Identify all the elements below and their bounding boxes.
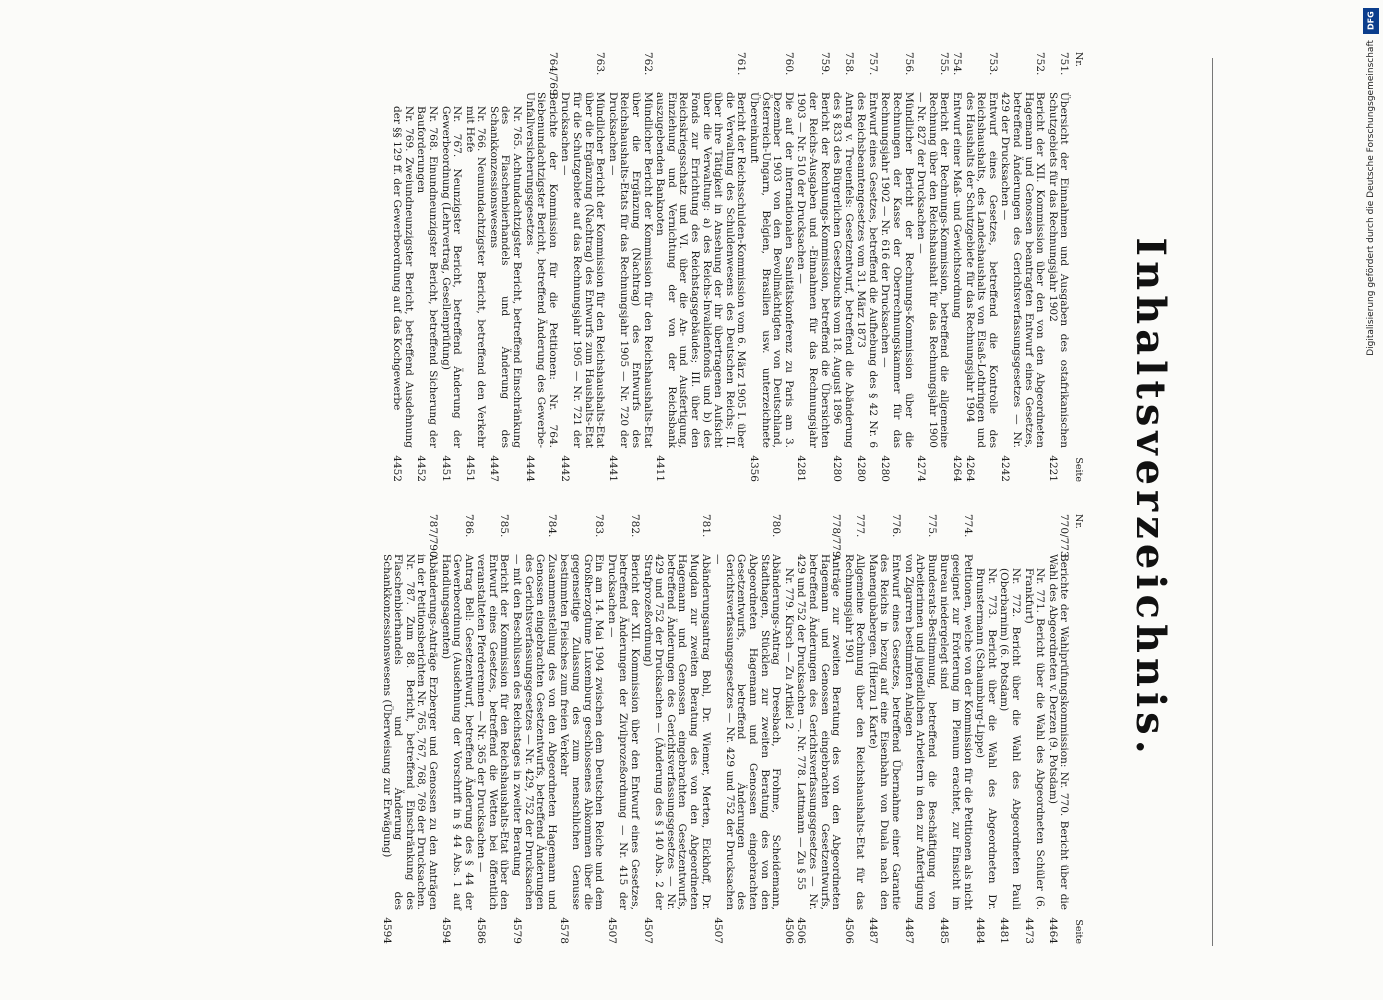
dfg-logo: DFG [1363, 8, 1379, 34]
entry-title: Bundesrats-Bestimmung, betreffend die Beschäftigung von Arbeiterinnen und jugendlichen Arbeitern in den zur Anfertigung von Zigarren bestimmten Anlagen [902, 554, 938, 910]
entry-title: Zusammenstellung des von den Abgeordneten Hagemann und Genossen eingebrachten Gesetzentwurfs, betreffend Änderungen des Gerichtsverfassungsgesetzes — Nr. 429, 752 der Drucksachen — mit den Beschlüssen des Reichstages in zweiter Beratung [511, 554, 558, 910]
entry-title: Abänderungs-Anträge Erzberger und Genossen zu den Anträgen in der Petitionsberichten Nr. 765, 767, 768, 769 der Drucksachen. Nr. 787. Zum 88. Bericht, betreffend Einschränkung des Flaschenbierhandels und Änderung des Schankkonzessionswesens (Überweisung zur Erwägung) [380, 554, 439, 910]
entry-number: 781. [699, 514, 712, 538]
column-divider [1212, 58, 1213, 946]
toc-entry [559, 52, 605, 482]
toc-entry [915, 52, 950, 482]
entry-number: 784. [545, 514, 558, 538]
entry-number [463, 66, 486, 106]
entry-title: Bericht der XII. Kommission über den Entwurf eines Gesetzes, betreffend Änderungen der Zivilprozeßordnung — Nr. 415 der Drucksachen — [605, 554, 642, 910]
toc-entry [523, 52, 558, 482]
toc-entry [654, 52, 747, 482]
entry-page: 4507 [605, 917, 618, 944]
entry-title: Abänderungs-Antrag Dreesbach, Frohme, Scheidemann, Stadthagen, Stücklen zur zweiten Beratung des von den Abgeordneten Hagemann und Genossen eingebrachten Gesetzentwurfs, betreffend Änderungen des Gerichtsverfassungsgesetzes — Nr. 429 und 752 der Drucksachen — [712, 554, 783, 910]
entry-page: 4507 [641, 917, 654, 944]
funding-note: Digitalisierung gefördert durch die Deutsche Forschungsgemeinschaft [1366, 40, 1376, 356]
entry-number: 774. [961, 514, 974, 538]
toc-entry [795, 52, 830, 482]
toc-entry [463, 52, 486, 482]
toc-entry [866, 514, 901, 944]
entry-page: 4264 [951, 455, 964, 482]
entry-page: 4452 [415, 455, 428, 482]
entry-number [487, 66, 522, 106]
entry-title: Entwurf eines Gesetzes, betreffend Übernahme einer Garantie des Reichs in bezug auf eine Eisenbahn von Duala nach den Manengubabergen. (Hierzu 1 Karte) [866, 554, 903, 910]
entry-page: 4444 [523, 455, 536, 482]
entry-page: 4452 [391, 455, 404, 482]
entry-title: Übersicht der Einnahmen und Ausgaben des ostafrikanischen Schutzgebiets für das Rechnungsjahr 1902 [1046, 92, 1071, 448]
header-seite: Seite [1073, 919, 1084, 944]
toc-entry [415, 52, 438, 482]
entry-title: Antrag Bell: Gesetzentwurf, betreffend Änderung des § 44 der Gewerbeordnung (Ausdehnung der Vorschrift in § 44 Abs. 1 auf Handlungsagenten) [439, 554, 475, 910]
entry-page: 4481 [998, 917, 1011, 944]
entry-title: Anträge zur zweiten Beratung des von den Abgeordneten Hagemann und Genossen eingebrachten Gesetzentwurfs, betreffend Änderungen des Gerichtsverfassungsgesetzes — Nr. 429 und 752 der Drucksachen —. Nr. 778. Lattmann — Zu § 55 [795, 554, 843, 910]
entry-number: 752. [1034, 52, 1047, 76]
toc-entry [605, 514, 640, 944]
entry-number: 777. [854, 514, 867, 538]
toc-entry [747, 52, 793, 482]
entry-page: 4451 [463, 455, 476, 482]
entry-page: 4442 [559, 455, 572, 482]
rotated-page-content [24, 52, 1194, 944]
toc-entry [831, 52, 854, 482]
entry-page: 4473 [1022, 917, 1035, 944]
toc-entry [795, 514, 841, 944]
toc-entry [963, 52, 998, 482]
entry-number [439, 66, 462, 106]
entry-page: 4274 [915, 455, 928, 482]
entry-page: 4264 [963, 455, 976, 482]
entry-title: Ein am 14. Mai 1904 zwischen dem Deutschen Reiche und dem Großherzogtume Luxemburg geschlossenes Abkommen über die gegenseitige Zulassung des zum menschlichen Genusse bestimmten Fleisches zum freien Verkehr [558, 554, 606, 910]
toc-entry [879, 52, 914, 482]
entry-title: Berichte der Kommission für die Petitionen: Nr. 764. Siebenundachtzigster Bericht, betreffend Änderung des Gewerbe-Unfallversicherungsgesetzes [523, 92, 559, 448]
entry-page: 4447 [487, 455, 500, 482]
entry-title: Mündlicher Bericht der Rechnungs-Kommission über die Rechnungen der Kasse der Oberrechnungskammer für das Rechnungsjahr 1902 — Nr. 616 der Drucksachen — [879, 92, 915, 448]
entry-number: 761. [735, 52, 748, 76]
entry-number: 759. [818, 52, 831, 76]
entry-page: 4280 [855, 455, 868, 482]
entry-page: 4594 [439, 917, 452, 944]
entry-number: 762. [641, 52, 654, 76]
toc-entry [950, 52, 962, 482]
entry-page: 4280 [831, 455, 844, 482]
entry-page: 4356 [747, 455, 760, 482]
entry-title: Berichte der Wahlprüfungskommission: Nr. 770. Bericht über die Wahl des Abgeordneten v. Derzen (9. Potsdam) [1046, 554, 1071, 910]
toc-entry [974, 514, 997, 944]
entry-number: 776. [890, 514, 903, 538]
entry-title: Mündlicher Bericht der Kommission für den Reichshaushalts-Etat über die Ergänzung (Nachtrag) des Entwurfs des Reichshaushalts-Etats für das Rechnungsjahr 1905 — Nr. 720 der Drucksachen — [606, 92, 654, 448]
entry-number: 778/779. [830, 514, 843, 561]
entry-title: Nr. 765. Achtundachtzigster Bericht, betreffend Einschränkung des Flaschenbierhandels und Änderung des Schankkonzessionswesens [487, 106, 524, 448]
entry-page: 4441 [606, 455, 619, 482]
entry-page: 4242 [999, 455, 1012, 482]
toc-entry [391, 52, 414, 482]
entry-title: Bericht der Rechnungs-Kommission, betreffend die allgemeine Rechnung über den Reichshaushalt für das Rechnungsjahr 1900 — Nr. 827 der Drucksachen — [915, 92, 951, 448]
entry-title: Nr. 767. Neunzigster Bericht, betreffend Änderung der Gewerbeordnung (Lehrvertrag, Gesellenprüfung) [439, 106, 464, 448]
toc-entry [439, 52, 462, 482]
column-header [1072, 52, 1084, 482]
entry-title: Bericht der Kommission für den Reichshaushalts-Etat über den Entwurf eines Gesetzes, betreffend die Wetten bei öffentlich veranstalteten Pferderennen — Nr. 365 der Drucksachen — [475, 554, 511, 910]
entry-title: Bericht der XII. Kommission über den von den Abgeordneten Hagemann und Genossen beantragten Entwurf eines Gesetzes, betreffend Änderungen des Gerichtsverfassungsgesetzes — Nr. 429 der Drucksachen — [999, 92, 1047, 448]
entry-page: 4579 [511, 917, 524, 944]
toc-entry [782, 514, 794, 944]
entry-page: 4485 [938, 917, 951, 944]
entry-title: Die auf der internationalen Sanitätskonferenz zu Paris am 3. Dezember 1903 von den Bevollmächtigten von Deutschland, Österreich-Ungarn, Belgien, Brasilien usw. unterzeichnete Übereinkunft [747, 92, 795, 448]
entry-number: 751. [1058, 52, 1071, 76]
entry-page: 4484 [974, 917, 987, 944]
left-column [390, 52, 1084, 482]
toc-entry [511, 514, 557, 944]
entry-number: 783. [593, 514, 606, 538]
entry-number: 764/769. [546, 52, 559, 99]
toc-entry [641, 514, 711, 944]
toc-entry [439, 514, 474, 944]
toc-entry [842, 514, 865, 944]
entry-title: Bericht der Reichsschulden-Kommission vom 6. März 1905 I. über die Verwaltung des Schuldenwesens des Deutschen Reichs; II. über ihre Tätigkeit in Ansehung der ihr übertragenen Aufsicht über die Verwaltung: a) des Reichs-Invalidenfonds und b) des Fonds zur Errichtung des Reichstagsgebäudes; III. über den Reichskriegsschatz und VI. über die An- und Ausfertigung, Einziehung und Vernichtung der von der Reichsbank auszugebenden Banknoten [654, 92, 748, 448]
entry-page: 4464 [1046, 917, 1059, 944]
toc-entry [380, 514, 438, 944]
entry-number: 763. [594, 52, 607, 76]
toc-entry [475, 514, 510, 944]
toc-entry [1046, 52, 1069, 482]
entry-number: 756. [902, 52, 915, 76]
entry-page: 4487 [866, 917, 879, 944]
entry-page: 4451 [439, 455, 452, 482]
entry-number: 770/773. [1058, 514, 1071, 561]
toc-entry [1022, 514, 1045, 944]
entry-title: Allgemeine Rechnung über den Reichshaushalts-Etat für das Rechnungsjahr 1901 [842, 554, 867, 910]
entry-page: 4221 [1046, 455, 1059, 482]
entry-number: 758. [842, 52, 855, 76]
entry-number [998, 528, 1021, 568]
toc-entry [1046, 514, 1069, 944]
entry-title: Nr. 779. Kirsch — Zu Artikel 2 [782, 568, 795, 730]
toc-entry [902, 514, 937, 944]
entry-number: 757. [866, 52, 879, 76]
entry-page: 4586 [475, 917, 488, 944]
entry-title: Antrag v. Treuenfels: Gesetzentwurf, betreffend die Abänderung des § 833 des Bürgerlichen Gesetzbuchs vom 18. August 1896 [831, 92, 855, 448]
entry-title: Petitionen, welche von der Kommission für die Petitionen als nicht geeignet zur Erörterung im Plenum erachtet, zur Einsicht im Bureau niedergelegt sind [938, 554, 974, 910]
entry-title: Entwurf eines Gesetzes, betreffend die Aufhebung des § 42 Nr. 6 des Reichsbeamtengesetzes vom 31. März 1873 [855, 92, 879, 448]
entry-number: 782. [629, 514, 642, 538]
entry-page: 4506 [795, 917, 808, 944]
entry-number [391, 66, 414, 106]
entry-title: Nr. 771. Bericht über die Wahl des Abgeordneten Schüler (6. Frankfurt) [1022, 568, 1047, 910]
entry-title: Nr. 773. Bericht über die Wahl des Abgeordneten Dr. Brunstermann (Schaumburg-Lippe) [974, 568, 998, 910]
entry-title: Mündlicher Bericht der Kommission für den Reichshaushalts-Etat über die Ergänzung (Nachtrag) des Entwurfs zum Haushalts-Etat für die Schutzgebiete auf das Rechnungsjahr 1905 — Nr. 721 der Drucksachen — [559, 92, 607, 448]
entry-page: 4506 [782, 917, 795, 944]
toc-entry [558, 514, 604, 944]
entry-title: Nr. 772. Bericht über die Wahl des Abgeordneten Pauli (Oberbarnim) (6. Potsdam) [998, 568, 1023, 910]
entry-number [1022, 528, 1045, 568]
toc-entry [999, 52, 1045, 482]
toc-entry [606, 52, 652, 482]
column-header [1072, 514, 1084, 944]
entry-number [782, 528, 794, 568]
entry-number: 775. [925, 514, 938, 538]
entry-page: 4487 [902, 917, 915, 944]
entry-title: Nr. 766. Neunundachtzigster Bericht, betreffend den Verkehr mit Hefe [463, 106, 488, 448]
entry-number: 754. [951, 52, 964, 76]
entry-number [415, 66, 438, 106]
entry-page: 4411 [654, 455, 667, 482]
toc-entry [998, 514, 1021, 944]
header-seite: Seite [1073, 457, 1084, 482]
page-title: Inhaltsverzeichnis. [1127, 237, 1174, 759]
entry-page: 4578 [558, 917, 571, 944]
entry-page: 4280 [879, 455, 892, 482]
toc-entry [487, 52, 522, 482]
entry-title: Nr. 769. Zweiundneunzigster Bericht, betreffend Ausdehnung der §§ 129 ff. der Gewerbeordnung auf das Kochgewerbe [391, 106, 415, 448]
entry-title: Nr. 768. Einundneunzigster Bericht, betreffend Sicherung der Bauforderungen [415, 106, 439, 448]
toc-entry [938, 514, 973, 944]
entry-title: Bericht der Rechnungs-Kommission, betreffend die Übersichten der Reichs-Ausgaben und -Einnahmen für das Rechnungsjahr 1903 — Nr. 510 der Drucksachen — [795, 92, 831, 448]
entry-number: 753. [986, 52, 999, 76]
toc-entry [712, 514, 782, 944]
header-nr: Nr. [1073, 52, 1084, 67]
entry-number [974, 528, 997, 568]
entry-number: 787/790. [426, 514, 439, 561]
toc-entry [855, 52, 878, 482]
header-nr: Nr. [1073, 514, 1084, 529]
entry-title: Entwurf einer Maß- und Gewichtsordnung [951, 92, 964, 319]
entry-title: Entwurf eines Gesetzes, betreffend die Kontrolle des Reichshaushalts, des Landeshaushalts von Elsaß-Lothringen und des Haushalts der Schutzgebiete für das Rechnungsjahr 1904 [963, 92, 999, 448]
entry-page: 4507 [712, 917, 725, 944]
entry-title: Abänderungsantrag Bohl, Dr. Wiemer, Merten, Eickhoff, Dr. Mugdan zur zweiten Beratung des von den Abgeordneten Hagemann und Genossen eingebrachten Gesetzentwurfs, betreffend Änderungen des Gerichtsverfassungsgesetzes — Nr. 429 und 752 der Drucksachen — (Änderung des § 140 Abs. 2 der Strafprozeßordnung) [641, 554, 712, 910]
right-column [379, 514, 1084, 944]
entry-number: 760. [782, 52, 795, 76]
entry-page: 4594 [380, 917, 393, 944]
entry-number: 755. [938, 52, 951, 76]
entry-number: 786. [462, 514, 475, 538]
entry-number: 780. [770, 514, 783, 538]
entry-number: 785. [498, 514, 511, 538]
entry-page: 4281 [795, 455, 808, 482]
entry-page: 4506 [842, 917, 855, 944]
